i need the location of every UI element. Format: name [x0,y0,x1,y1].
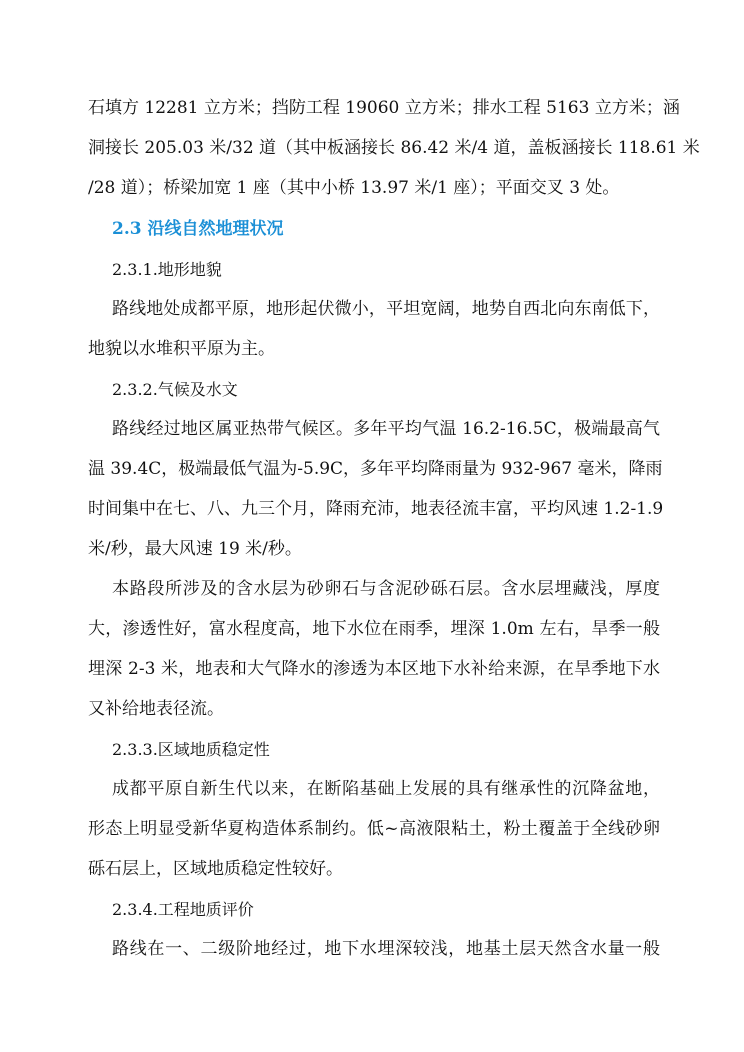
text-line: 成都平原自新生代以来，在断陷基础上发展的具有继承性的沉降盆地， [112,779,660,799]
text-line: 路线地处成都平原，地形起伏微小，平坦宽阔，地势自西北向东南低下， [112,299,660,319]
text-line: 路线经过地区属亚热带气候区。多年平均气温 16.2-16.5C，极端最高气 [112,419,660,439]
subsection-heading: 2.3.4.工程地质评价 [112,900,254,919]
subsection-heading: 2.3.3.区域地质稳定性 [112,740,270,759]
text-line: /28 道）；桥梁加宽 1 座（其中小桥 13.97 米/1 座）；平面交叉 3 处。 [88,178,620,198]
text-line: 米/秒，最大风速 19 米/秒。 [88,539,302,559]
text-line: 洞接长 205.03 米/32 道（其中板涵接长 86.42 米/4 道，盖板涵接长 118.61 米 [88,138,700,158]
text-line: 埋深 2-3 米，地表和大气降水的渗透为本区地下水补给来源，在旱季地下水 [88,659,660,679]
text-line: 大，渗透性好，富水程度高，地下水位在雨季，埋深 1.0m 左右，旱季一般 [88,619,660,639]
subsection-heading: 2.3.2.气候及水文 [112,380,238,399]
text-line: 砾石层上，区域地质稳定性较好。 [88,859,343,879]
text-line: 时间集中在七、八、九三个月，降雨充沛，地表径流丰富，平均风速 1.2-1.9 [88,499,664,519]
text-line: 又补给地表径流。 [88,699,224,719]
text-line: 路线在一、二级阶地经过，地下水埋深较浅，地基土层天然含水量一般 [112,939,660,959]
text-line: 本路段所涉及的含水层为砂卵石与含泥砂砾石层。含水层埋藏浅，厚度 [112,579,660,599]
text-line: 形态上明显受新华夏构造体系制约。低~高液限粘土，粉土覆盖于全线砂卵 [88,819,660,839]
text-line: 地貌以水堆积平原为主。 [88,339,275,359]
section-heading: 2.3 沿线自然地理状况 [112,219,284,239]
text-line: 温 39.4C，极端最低气温为-5.9C，多年平均降雨量为 932-967 毫米，降雨 [88,459,663,479]
subsection-heading: 2.3.1.地形地貌 [112,260,222,279]
text-line: 石填方 12281 立方米；挡防工程 19060 立方米；排水工程 5163 立方米；涵 [88,98,680,118]
